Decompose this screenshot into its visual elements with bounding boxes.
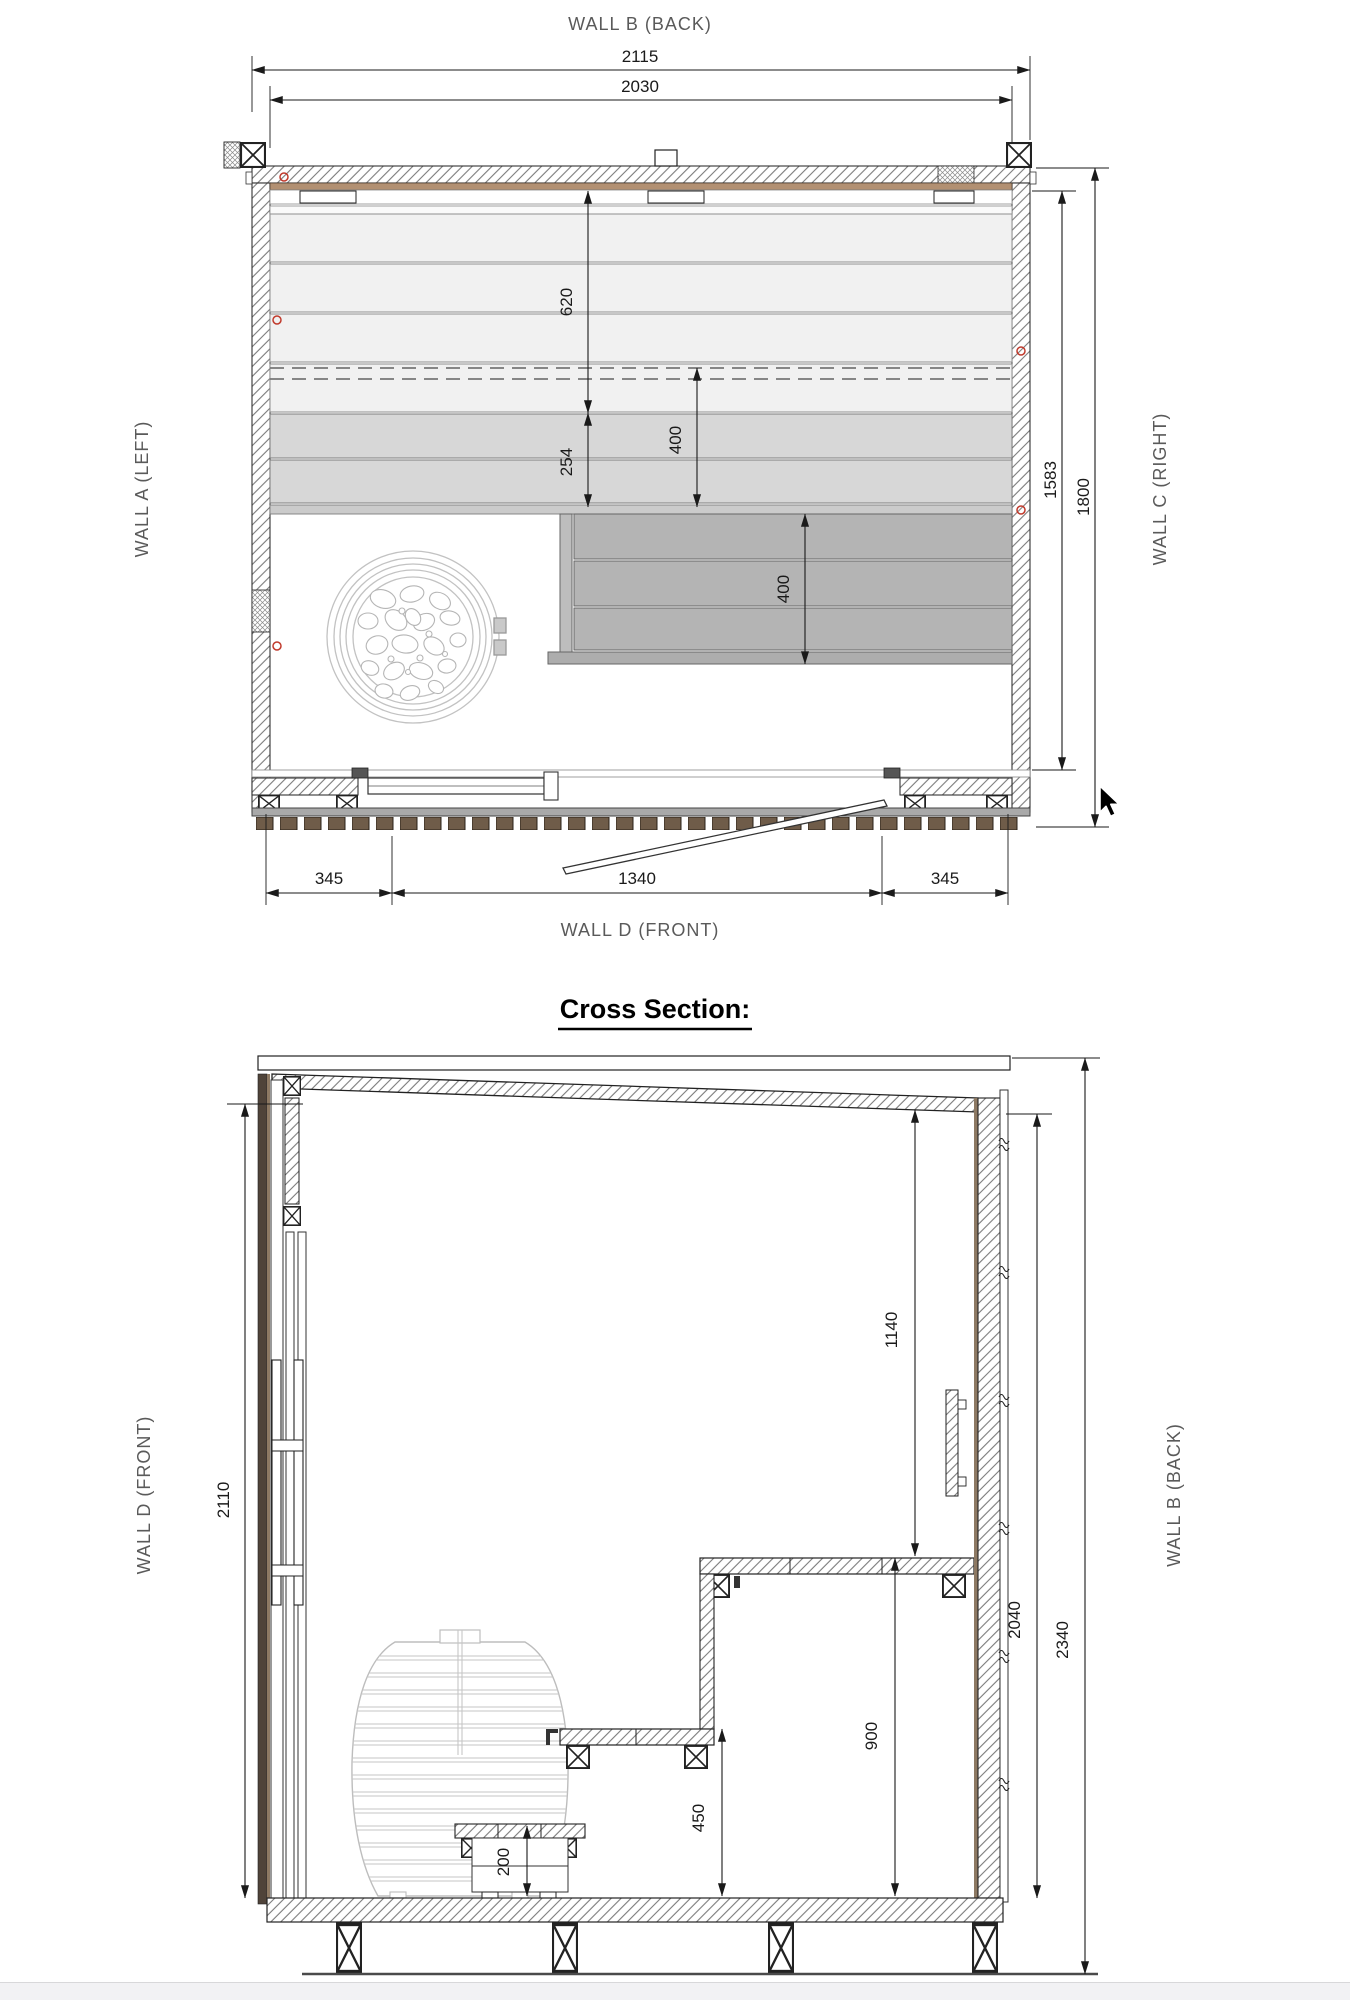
plan-right-dims (1032, 168, 1109, 827)
cross-section (134, 994, 1184, 1974)
label-section-back: WALL B (BACK) (1164, 1423, 1184, 1567)
plan-front-wall (252, 768, 1030, 874)
dim-front-opening: 1340 (618, 869, 656, 888)
section-back-wall (974, 1090, 1010, 1902)
page-footer (0, 1982, 1350, 2000)
backrest-bracket (946, 1390, 958, 1496)
heater-plinth (455, 1824, 585, 1900)
label-wall-a: WALL A (LEFT) (132, 420, 152, 558)
wall-vent-block (252, 590, 270, 632)
section-benches (546, 1390, 974, 1768)
bench-leg (700, 1574, 714, 1729)
deck-rail (252, 808, 1030, 816)
dim-inner-depth: 1583 (1041, 461, 1060, 499)
dim-overall-height: 2340 (1053, 1621, 1072, 1659)
section-title: Cross Section: (559, 994, 751, 1024)
label-wall-c: WALL C (RIGHT) (1150, 412, 1170, 566)
roof-tab (655, 150, 677, 166)
lower-bench-edge (560, 514, 572, 652)
label-section-front: WALL D (FRONT) (134, 1415, 154, 1575)
lower-bench (560, 1729, 714, 1745)
dim-bench-overlap: 400 (666, 425, 685, 455)
bench-back-trim (270, 183, 1012, 190)
dim-rear-inner-height: 2040 (1005, 1601, 1024, 1639)
upper-bench (700, 1558, 974, 1574)
section-dims (214, 1058, 1100, 1974)
dim-plan-inner-width: 2030 (621, 77, 659, 96)
corner-post-top-left (241, 143, 265, 167)
dim-bench-to-ceiling: 1140 (882, 1311, 901, 1349)
dim-mid-step-depth: 254 (557, 447, 576, 477)
floor-plan (132, 14, 1170, 940)
section-roof (258, 1056, 1010, 1112)
mouse-cursor-icon (1100, 786, 1119, 816)
dim-heater-plinth-height: 200 (494, 1847, 513, 1877)
dim-plan-outer-width: 2115 (621, 47, 659, 66)
dim-front-left: 345 (314, 869, 344, 888)
dim-front-right: 345 (930, 869, 960, 888)
heater-plan (327, 551, 506, 723)
dim-front-inner-height: 2110 (214, 1481, 233, 1519)
section-floor (267, 1898, 1098, 1974)
wall-clips (998, 1135, 1010, 1875)
corner-post-top-right (1007, 143, 1031, 167)
dim-upper-bench-height: 900 (862, 1721, 881, 1751)
deck-boards (256, 817, 1018, 830)
dim-lower-bench-height: 450 (689, 1803, 708, 1833)
section-front-wall (258, 1074, 306, 1904)
dim-upper-bench-depth: 620 (557, 287, 576, 317)
dim-outer-depth: 1800 (1074, 478, 1093, 516)
label-wall-d: WALL D (FRONT) (560, 920, 720, 940)
dim-lower-bench-depth: 400 (774, 574, 793, 604)
label-wall-b: WALL B (BACK) (568, 14, 712, 34)
